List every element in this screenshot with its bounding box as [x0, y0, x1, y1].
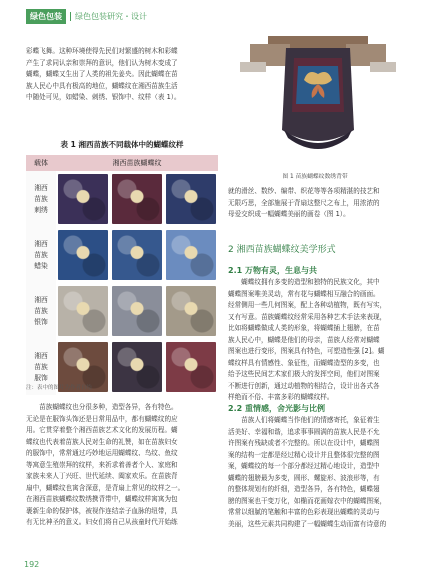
- text-line: 家族未来人丁兴旺、世代延续、阖家欢乐。在苗族背: [26, 472, 178, 480]
- text-line: 蝶纹也代表着苗族人民对生命的礼赞，如在苗族妇女: [26, 437, 178, 446]
- pattern-images: [56, 283, 218, 339]
- carrier-label-char: 湘: [34, 239, 41, 248]
- carrier-label-char: 西: [41, 351, 48, 360]
- carrier-label-char: 苗: [34, 250, 41, 259]
- text-line: 族人民心中，蝴蝶是他们的母亲，苗族人经常对蝴蝶: [228, 335, 380, 344]
- carrier-label-char: 蜡: [34, 261, 41, 270]
- butterfly-pattern-image: [58, 230, 108, 280]
- table-row: [26, 227, 218, 283]
- baby-carrier-figure: [234, 34, 402, 162]
- carrier-label: [26, 283, 56, 339]
- carrier-strap-right-end: [370, 62, 396, 72]
- carrier-label-char: 族: [41, 306, 48, 315]
- table-header-row: [26, 155, 218, 171]
- carrier-label-char: 湘: [34, 295, 41, 304]
- text-line: 有无比神圣的意义。妇女们将自己从孩童时代开始练: [26, 518, 178, 526]
- text-line: 许图案有残缺或者不完整的。所以在设计中，蝴蝶图: [228, 439, 380, 447]
- text-line: 苗族蝴蝶纹也分很多种，造型各异，各有特色。: [26, 403, 178, 411]
- left-bottom-paragraph: [26, 402, 218, 529]
- carrier-label-char: 绣: [41, 205, 48, 214]
- text-line: 就的滑丝、数纱、编带、织花等等各项精湛的技艺和: [228, 187, 380, 195]
- butterfly-pattern-image: [58, 174, 108, 224]
- carrier-label-char: 苗: [34, 362, 41, 371]
- text-line: 在湘西苗族蝴蝶纹数绣携背带中，蝴蝶纹样寓寓为包: [26, 495, 178, 503]
- text-line: 给予这些民间艺术家们极大的发挥空间，他们对图案: [228, 370, 380, 378]
- text-line: 等寓意生殖崇拜的纹样，来祈求着善者个人、家庭和: [26, 460, 178, 469]
- butterfly-pattern-table: [26, 155, 218, 395]
- text-line: 中随处可见，如蜡染、刺绣、银饰中、纹样（表 1）。: [26, 93, 181, 101]
- text-line: 案，蝴蝶纹的每一个部分都经过精心地设计，造型中: [228, 462, 380, 470]
- carrier-label-char: 饰: [41, 373, 48, 382]
- carrier-strap-left-end: [240, 62, 266, 72]
- carrier-label: [26, 171, 56, 227]
- left-top-paragraph: [26, 46, 218, 104]
- table-row: [26, 171, 218, 227]
- text-line: 无论是在服饰头饰还是日常用品中，都有蝴蝶纹的应: [26, 414, 178, 423]
- text-line: 经常侧用一些几何图案，配上各种动植物，既有写实，: [228, 301, 387, 309]
- text-line: 又有写意。苗族蝴蝶纹经常采用各种艺术手法来表现，: [228, 312, 387, 321]
- butterfly-pattern-image: [166, 286, 216, 336]
- text-line: 比如将蝴蝶做成人类的形象，将蝴蝶插上翅膀，在苗: [228, 324, 380, 332]
- text-line: 彩蝶飞舞。这种环境使得先民们对繁盛的树木和彩蝶: [26, 47, 178, 55]
- text-line: 无限巧思，全部施展于背扇这整尺之布上，用浓浓的: [228, 198, 380, 207]
- butterfly-pattern-image: [166, 174, 216, 224]
- text-line: 族人民心中具有极高的地位，蝴蝶纹在湘西苗族生活: [26, 81, 178, 90]
- carrier-label-char: 银: [34, 317, 41, 326]
- text-line: 不断进行创新，通过动植物的相结合，设计出各式各: [228, 381, 380, 390]
- butterfly-pattern-image: [112, 230, 162, 280]
- carrier-label-char: 苗: [34, 194, 41, 203]
- carrier-label-char: 饰: [41, 317, 48, 326]
- pattern-images: [56, 171, 218, 227]
- text-line: 膀的图案也干变万化，如椭而花画嫁衣中的蝴蝶图案，: [228, 496, 387, 505]
- table-header-patterns: 湘西苗族蝴蝶纹: [56, 155, 218, 171]
- text-line: 蝴蝶纹拥有多变的造型和独特的民族文化，其中: [228, 278, 380, 286]
- butterfly-pattern-image: [58, 286, 108, 336]
- carrier-label-char: 染: [41, 261, 48, 270]
- section-heading: 2 湘西苗族蝴蝶纹美学形式: [228, 245, 336, 255]
- journal-brand: 绿色包装: [26, 9, 66, 24]
- carrier-label-char: 族: [41, 250, 48, 259]
- text-line: 蝶纹样具有情感性、象征性，而蝴蝶造型的多变，也: [228, 358, 380, 367]
- text-line: 苗族人们将蝴蝶当作他们的情感寄托，象征着生: [228, 416, 380, 424]
- text-line: 母爱交织成一幅蝴蝶美丽的画卷（图 1）。: [228, 210, 350, 218]
- butterfly-pattern-image: [112, 286, 162, 336]
- carrier-label-char: 湘: [34, 351, 41, 360]
- carrier-label-char: 西: [41, 295, 48, 304]
- subsection-heading: 2.2 重情感，舍光影与比例: [228, 404, 325, 413]
- table-title: 表 1 湘西苗族不同载体中的蝴蝶纹样: [60, 140, 184, 149]
- journal-column: 绿色包装研究・设计: [75, 11, 147, 21]
- text-line: 常常以细腻的笔触和丰富的色彩表现出蝴蝶的灵动与: [228, 508, 380, 516]
- figure-caption: 图 1 苗族蝴蝶纹数绣背带: [282, 174, 348, 180]
- section-2-1-paragraph: [228, 277, 410, 404]
- table-note: 注：表中的图片为作者自绘: [26, 385, 93, 391]
- carrier-label-char: 西: [41, 183, 48, 192]
- butterfly-pattern-image: [112, 342, 162, 392]
- text-line: 活美好、幸福和谐，追求事事圆满的苗族人民是不允: [228, 427, 380, 436]
- table-row: [26, 283, 218, 339]
- header-divider: [70, 12, 71, 21]
- subsection-heading: 2.1 万物有灵，生息与共: [228, 266, 317, 275]
- carrier-label-char: 苗: [34, 306, 41, 315]
- page-number: 192: [24, 560, 40, 569]
- carrier-label: [26, 227, 56, 283]
- text-line: 的整体规划有的纤细，造型各异，各有特色，蝴蝶翅: [228, 485, 380, 493]
- carrier-label-char: 湘: [34, 183, 41, 192]
- butterfly-pattern-image: [166, 342, 216, 392]
- text-line: 蝴蝶图案唯美灵动，常有花与蝴蝶相互融合的画面。: [228, 289, 380, 298]
- text-line: 蝴蝶的翅膀最为多变，圆形、螺旋形、波浪形等，有: [228, 473, 380, 482]
- text-line: 样绝而不俗、丰富多彩的蝴蝶纹样。: [228, 393, 334, 401]
- section-2-2-paragraph: [228, 415, 410, 530]
- text-line: 案的结构一定都是经过精心设计并且整体很完整的图: [228, 450, 380, 459]
- butterfly-pattern-image: [166, 230, 216, 280]
- right-top-paragraph: [228, 186, 410, 221]
- text-line: 产生了求同认亲和崇拜的意识，他们认为树木变成了: [26, 58, 178, 67]
- pattern-images: [56, 227, 218, 283]
- carrier-label-char: 族: [41, 362, 48, 371]
- carrier-label-char: 服: [34, 373, 41, 382]
- table-header-carrier: 载体: [26, 155, 56, 171]
- text-line: 扇中，蝴蝶纹也寓含深意，是背扇上常见的纹样之一。: [26, 483, 185, 492]
- text-line: 美丽，这些元素共同构建了一幅蝴蝶生动而富有诗意的: [228, 519, 387, 528]
- running-header: [26, 7, 147, 25]
- text-line: 的服饰中，常常通过巧妙地运用蝴蝶纹、鸟纹、鱼纹: [26, 449, 178, 457]
- carrier-label-char: 刺: [34, 205, 41, 214]
- carrier-label-char: 族: [41, 194, 48, 203]
- butterfly-pattern-image: [112, 174, 162, 224]
- text-line: 蝴蝶，蝴蝶又生出了人类的祖先姜央。因此蝴蝶在苗: [26, 70, 178, 78]
- text-line: 图案也进行变形，图案具有特色，可塑造性强 [2]。蝴: [228, 347, 385, 355]
- text-line: 裹新生命的保护体，被视作连结亲子血脉的纽带，具: [26, 506, 178, 515]
- text-line: 用。它贯穿着整个湘西苗族艺术文化的发展历程。蝴: [26, 426, 178, 434]
- carrier-label-char: 西: [41, 239, 48, 248]
